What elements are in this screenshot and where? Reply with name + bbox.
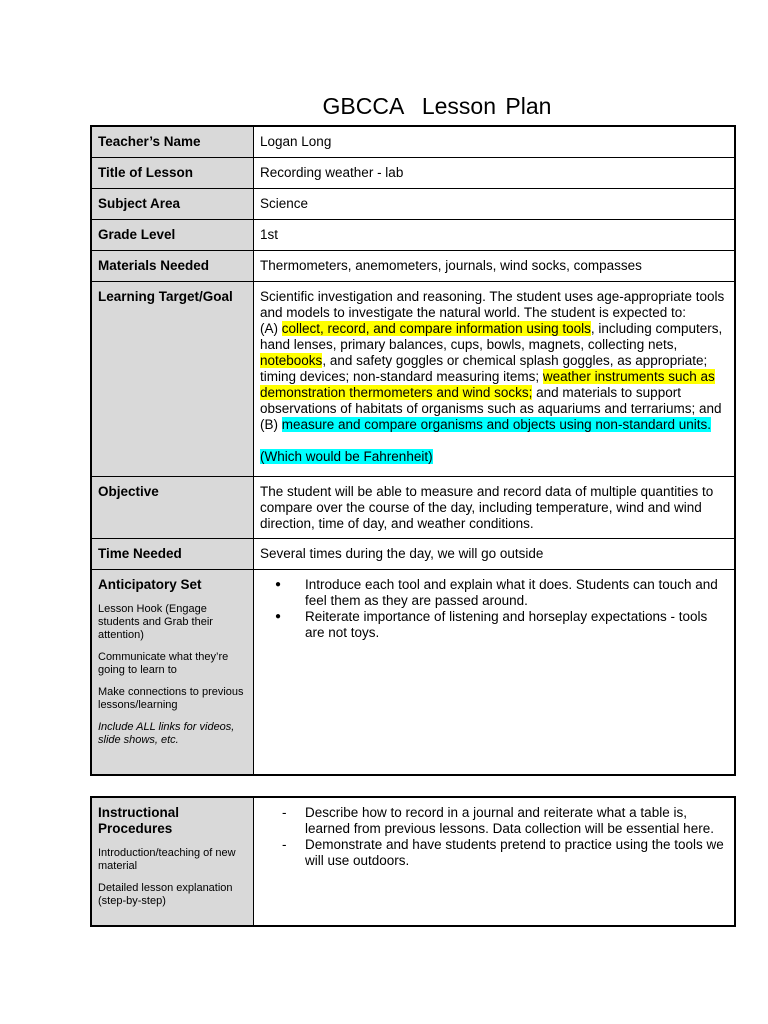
highlight-measure-compare: measure and compare organisms and objects using non-standard units. — [281, 416, 711, 432]
highlight-collect-record: collect, record, and compare information using tools — [281, 320, 591, 336]
teacher-name-label: Teacher’s Name — [91, 126, 254, 157]
table-row — [91, 569, 735, 775]
objective-value: The student will be able to measure and record data of multiple quantities to compare over the course of the day, including temperature, wind and wind direction, time of day, and weather conditions. — [254, 476, 736, 538]
instructional-procedures-value — [254, 797, 736, 926]
highlight-weather-instruments: weather instruments such as demonstration thermometers and wind socks; — [260, 368, 715, 400]
learning-target-label — [91, 281, 254, 476]
lesson-plan-table — [90, 125, 736, 776]
anticipatory-set-value — [254, 569, 736, 775]
detailed-explanation-note: Detailed lesson explanation (step-by-step) — [98, 882, 233, 907]
teacher-name-value: Logan Long — [254, 126, 736, 157]
instructional-dash-list — [260, 805, 728, 869]
grade-level-value: 1st — [254, 219, 736, 250]
learning-target-a-text-2: , and safety goggles or chemical splash goggles, as appropriate; timing devices; non-standard measuring items; — [260, 352, 708, 384]
subject-area-label: Subject Area — [91, 188, 254, 219]
introduction-note: Introduction/teaching of new material — [98, 847, 236, 872]
table-row — [91, 538, 735, 569]
anticipatory-set-title: Anticipatory Set — [98, 576, 202, 592]
materials-needed-value: Thermometers, anemometers, journals, wind socks, compasses — [254, 250, 736, 281]
table-row — [91, 188, 735, 219]
learning-target-intro: Scientific investigation and reasoning. The student uses age-appropriate tools and models to investigate the natural world. The student is expected to: — [260, 288, 725, 320]
table-row — [91, 797, 735, 926]
list-item: - Demonstrate and have students pretend to practice using the tools we will use outdoors. — [260, 837, 728, 869]
subject-area-value: Science — [254, 188, 736, 219]
learning-target-b-prefix: (B) — [260, 416, 282, 432]
table-row — [91, 157, 735, 188]
learning-target-note-wrap — [260, 449, 728, 465]
learning-target-text — [260, 289, 728, 433]
connections-note: Make connections to previous lessons/learning — [98, 685, 244, 711]
table-row — [91, 476, 735, 538]
learning-target-value — [254, 281, 736, 476]
links-note — [98, 721, 247, 747]
objective-label: Objective — [91, 476, 254, 538]
document-title: GBCCA Lesson Plan — [322, 93, 552, 119]
learning-target-a-text-1: , including computers, hand lenses, primary balances, cups, bowls, magnets, collecting nets, — [260, 320, 723, 352]
links-note-text: Include ALL links for videos, slide shows, etc. — [98, 720, 235, 746]
lesson-title-value: Recording weather - lab — [254, 157, 736, 188]
learning-target-a-prefix: (A) — [260, 320, 282, 336]
instructional-procedures-table — [90, 796, 736, 927]
highlight-fahrenheit-note: (Which would be Fahrenheit) — [260, 448, 433, 464]
table-row — [91, 219, 735, 250]
instructional-procedures-title: Instructional Procedures — [98, 805, 180, 836]
time-needed-value: Several times during the day, we will go outside — [254, 538, 736, 569]
learning-target-a-text-3: and materials to support observations of habitats of organisms such as aquariums and terrariums; and — [260, 384, 722, 416]
list-item: ● Introduce each tool and explain what it does. Students can touch and feel them as they are passed around. — [260, 577, 728, 609]
anticipatory-set-label — [91, 569, 254, 775]
anticipatory-bullet-list — [260, 577, 728, 641]
lesson-hook-note: Lesson Hook (Engage students and Grab their attention) — [98, 602, 213, 641]
table-row — [91, 250, 735, 281]
materials-needed-label: Materials Needed — [91, 250, 254, 281]
communicate-note: Communicate what they’re going to learn to — [98, 650, 229, 676]
list-item: - Describe how to record in a journal and reiterate what a table is, learned from previous lessons. Data collection will be essential here. — [260, 805, 728, 837]
instructional-procedures-label — [91, 797, 254, 926]
table-row — [91, 126, 735, 157]
learning-target-label-text: Learning Target/Goal — [98, 288, 233, 304]
highlight-notebooks: notebooks — [260, 352, 323, 368]
table-row — [91, 281, 735, 476]
time-needed-label: Time Needed — [91, 538, 254, 569]
grade-level-label: Grade Level — [91, 219, 254, 250]
lesson-title-label: Title of Lesson — [91, 157, 254, 188]
list-item: ● Reiterate importance of listening and horseplay expectations - tools are not toys. — [260, 609, 728, 641]
